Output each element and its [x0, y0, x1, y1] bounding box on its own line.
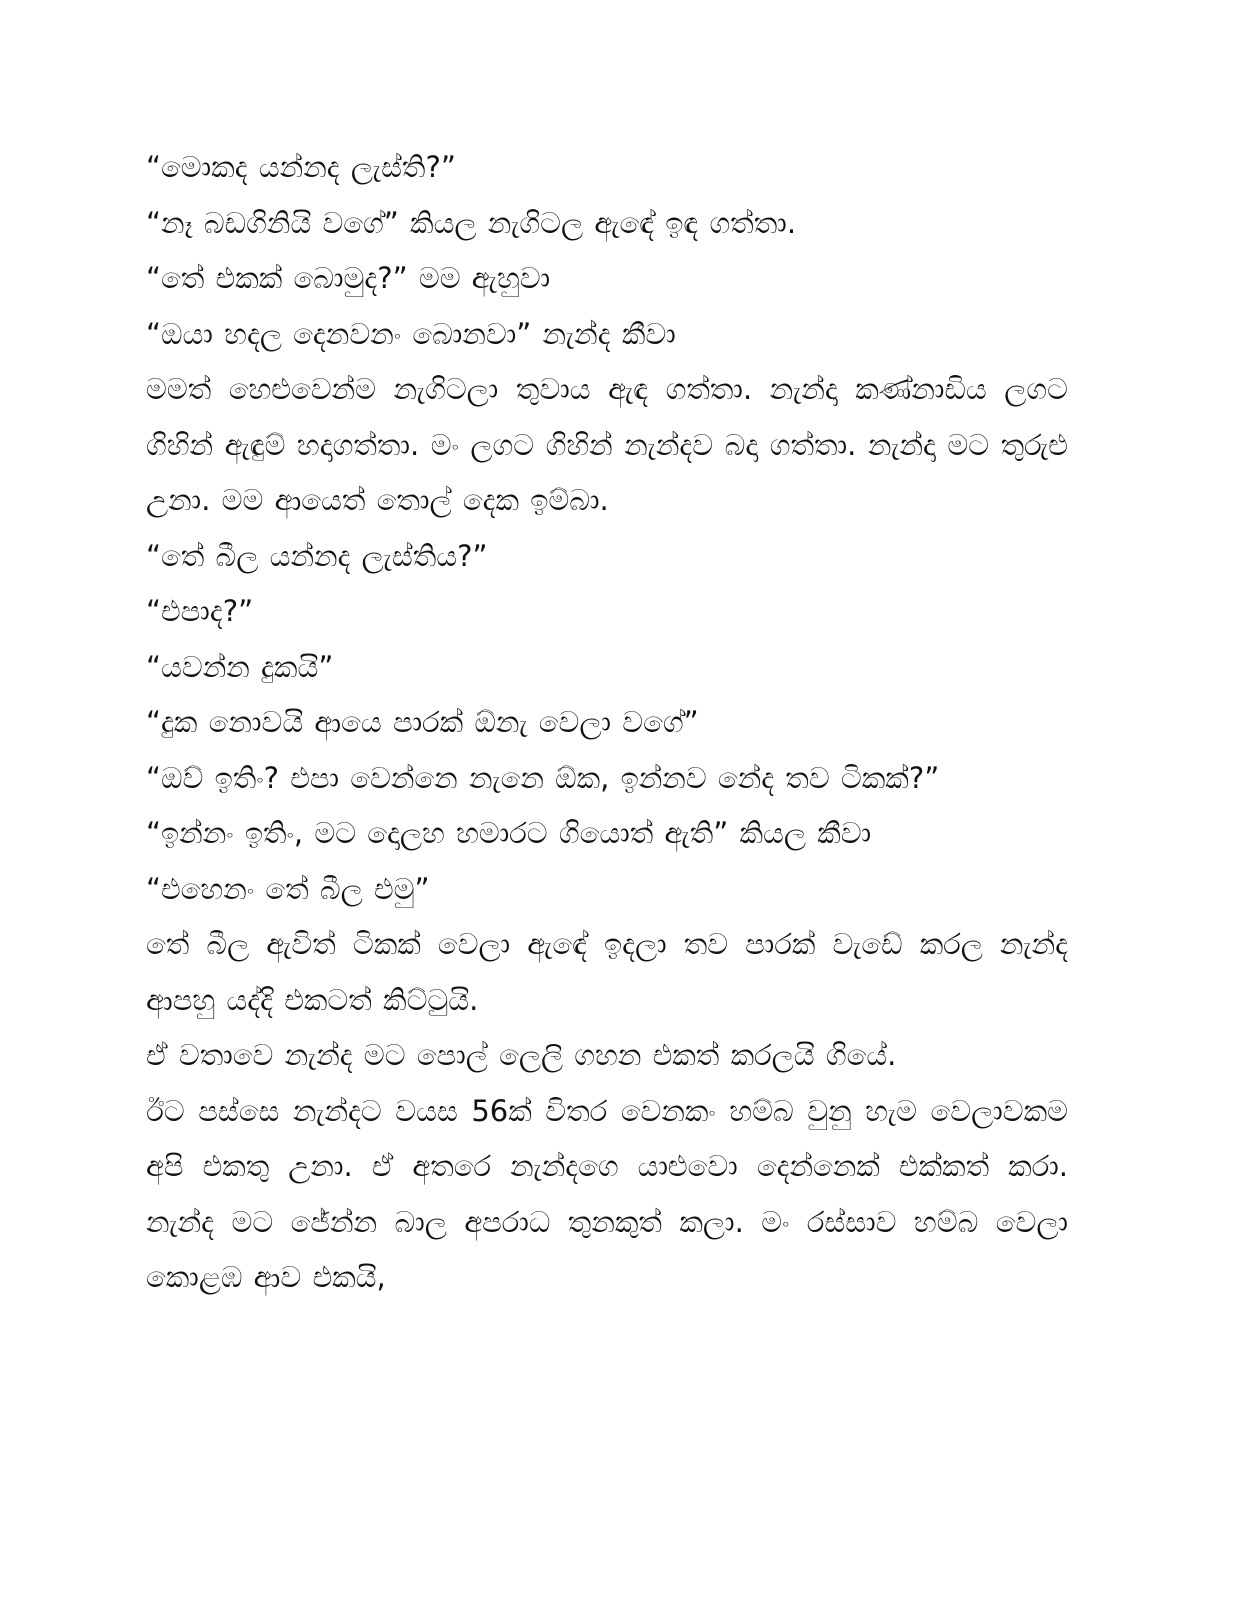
paragraph-14: ඒ වතාවෙ නැන්ද මට පොල් ලෙලි ගහන එකත් කරලයි ගියේ.: [146, 1038, 897, 1072]
paragraph-12: “එහෙනං තේ බීල එමු”: [146, 871, 430, 906]
paragraph-6: “තේ බීල යන්නද ලැස්තිය?”: [146, 538, 488, 573]
paragraph-8: “යවන්න දුකයි”: [146, 649, 334, 684]
paragraph-7: “එපාද?”: [146, 594, 254, 628]
paragraph-9: “දුක නොවයි ආයෙ පාරක් ඕනැ වෙලා වගේ”: [146, 705, 699, 739]
paragraph-3: “තේ එකක් බොමුද?” මම ඇහුවා: [146, 261, 551, 295]
paragraph-10: “ඔව් ඉතිං? එපා වෙන්නෙ නැනෙ ඕක, ඉන්නව නේද තව ටිකක්?”: [146, 760, 940, 795]
paragraph-13: තේ බීල ඇවිත් ටිකක් වෙලා ඇඳේ ඉදලා තව පාරක් වැඩේ කරල නැන්ද ආපහු යද්දි එකටත් කිට්ටුයි.: [146, 927, 1068, 1017]
paragraph-11: “ඉන්නං ඉතිං, මට දොලහ හමාරට ගියොත් ඇති” කියල කීවා: [146, 816, 872, 850]
paragraph-5: මමත් හෙළුවෙන්ම නැගිටලා තුවාය ඇඳ ගත්තා. නැන්දා කණ්නාඩිය ලගට ගිහින් ඇඳුම් හදාගත්තා. මං ලගට ගිහින් නැන්දව බදා ගත්තා. නැන්දා මට තුරුළු උනා. මම ආයෙත් තොල් දෙක ඉම්බා.: [146, 372, 1068, 517]
paragraph-4: “ඔයා හදල දෙනවනං බොනවා” නැන්ද කීවා: [146, 316, 676, 351]
paragraph-15: ඊට පස්සෙ නැන්දට වයස 56ක් විතර වෙනකං හම්බ වුනු හැම වෙලාවකම අපි එකතු උනා. ඒ අතරෙ නැන්දගෙ යාළුවො දෙන්නෙක් එක්කත් කරා. නැන්ද මට ජේන්න බාල අපරාධ තුනකුත් කලා. මං රස්සාව හම්බ වෙලා කොළඹ ආව එකයි,: [146, 1093, 1068, 1294]
paragraph-1: “මොකද යන්නද ලැස්ති?”: [146, 150, 456, 184]
document-page: [146, 140, 1068, 1306]
paragraph-2: “නෑ බඩගිනියි වගේ” කියල නැගිටල ඇඳේ ඉඳ ගත්තා.: [146, 205, 797, 240]
